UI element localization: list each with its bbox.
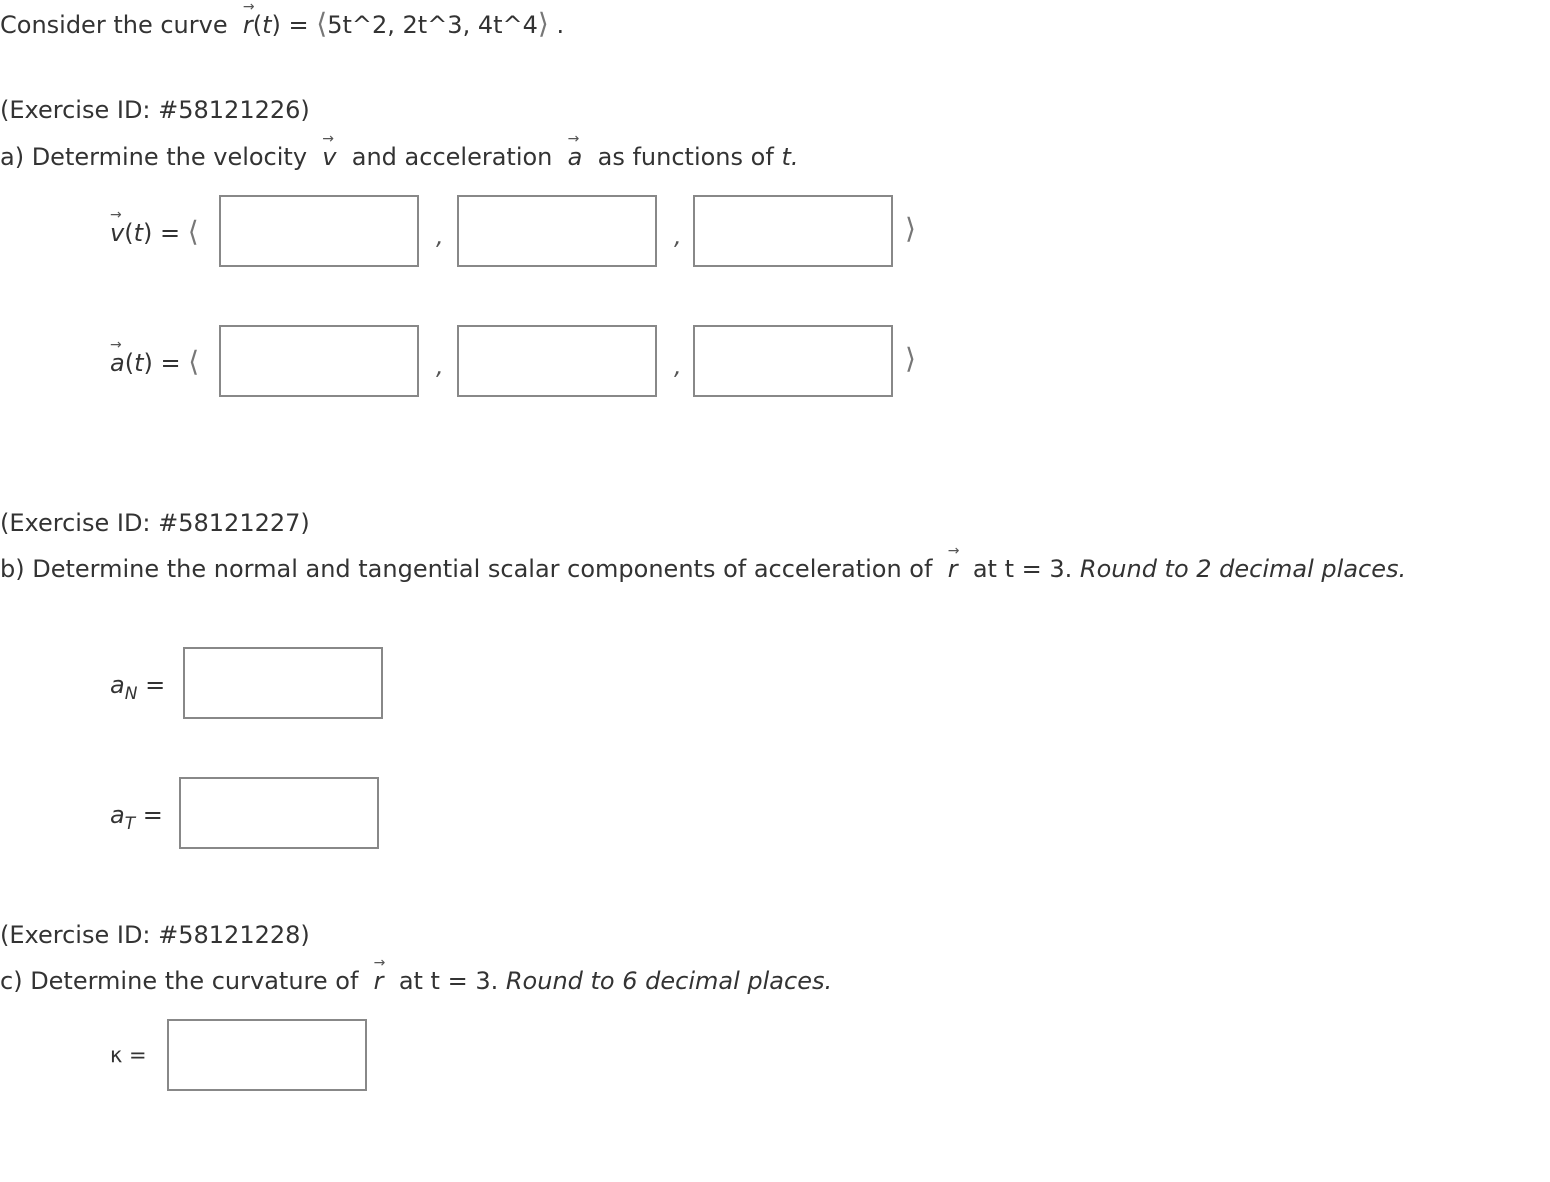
normal-accel-label: $a_N$ = [110,671,166,704]
r-vector: → r [243,10,253,40]
comma: , [436,352,444,380]
intro-var: t [262,11,272,39]
intro-line: Consider the curve → r(t) = ⟨5t^2, 2t^3, 4t^4⟩ . [0,9,564,40]
velocity-y-input[interactable] [457,195,657,267]
velocity-x-input[interactable] [219,195,419,267]
component-y: 2t^3 [402,11,463,39]
curvature-input[interactable] [167,1019,367,1091]
velocity-label: → v(t) = ⟨ [110,217,199,248]
prompt-a: a) Determine the velocity → v and acceleration → a as functions of t. [0,142,798,172]
normal-accel-input[interactable] [183,647,383,719]
comma: , [674,352,682,380]
acceleration-label: → a(t) = ⟨ [110,347,199,378]
comma: , [436,222,444,250]
component-x: 5t^2 [327,11,388,39]
tangential-accel-input[interactable] [179,777,379,849]
exercise-id-c: (Exercise ID: #58121228) [0,921,310,949]
intro-text: Consider the curve [0,11,228,39]
close-angle: ⟩ [905,342,916,375]
exercise-id-a: (Exercise ID: #58121226) [0,96,310,124]
curvature-label: κ = [110,1043,147,1067]
prompt-c: c) Determine the curvature of → r at t = 3. Round to 6 decimal places. [0,966,832,996]
comma: , [674,222,682,250]
exercise-id-b: (Exercise ID: #58121227) [0,509,310,537]
prompt-b: b) Determine the normal and tangential scalar components of acceleration of → r at t = 3. Round to 2 decimal places. [0,554,1406,584]
acceleration-z-input[interactable] [693,325,893,397]
component-z: 4t^4 [477,11,538,39]
acceleration-y-input[interactable] [457,325,657,397]
close-angle: ⟩ [905,212,916,245]
velocity-z-input[interactable] [693,195,893,267]
acceleration-x-input[interactable] [219,325,419,397]
tangential-accel-label: $a_T$ = [110,801,163,834]
